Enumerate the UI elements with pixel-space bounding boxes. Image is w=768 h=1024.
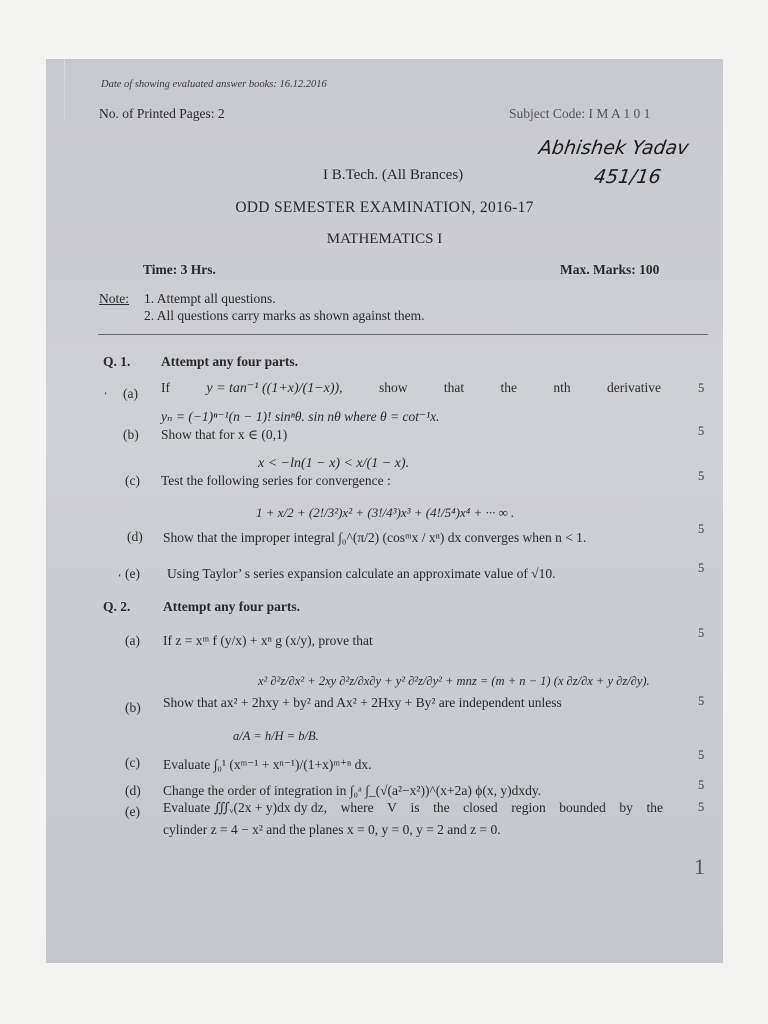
q2b-ratio: a/A = h/H = b/B. bbox=[233, 729, 319, 743]
q1c-text: Test the following series for convergence : bbox=[161, 473, 391, 488]
word: show bbox=[379, 380, 408, 395]
word: where bbox=[340, 800, 374, 815]
word: the bbox=[500, 380, 518, 395]
word: V bbox=[387, 800, 397, 815]
question-paper-sheet bbox=[46, 59, 723, 963]
course-title: I B.Tech. (All Brances) bbox=[323, 167, 464, 183]
question-number: Q. 1. bbox=[103, 354, 131, 369]
part-label: (b) bbox=[125, 700, 141, 715]
q2e-line-2: cylinder z = 4 − x² and the planes x = 0, y = 0, y = 2 and z = 0. bbox=[163, 822, 501, 837]
time-allowed: Time: 3 Hrs. bbox=[143, 262, 216, 277]
word: that bbox=[443, 380, 465, 395]
paper-fold-mark bbox=[64, 59, 65, 119]
q1d-text: Show that the improper integral ∫₀^(π/2) (cosᵐx / xⁿ) dx converges when n < 1. bbox=[163, 530, 587, 545]
q2a-text: If z = xᵐ f (y/x) + xⁿ g (x/y), prove that bbox=[163, 633, 373, 648]
margin-tick: ‘ bbox=[118, 573, 122, 584]
marks-value: 5 bbox=[698, 424, 705, 438]
question-instruction: Attempt any four parts. bbox=[161, 354, 298, 369]
word: the bbox=[646, 800, 663, 815]
q1b-inequality: x < −ln(1 − x) < x/(1 − x). bbox=[258, 456, 410, 471]
subject-code: Subject Code: I M A 1 0 1 bbox=[509, 106, 651, 121]
marks-value: 5 bbox=[698, 469, 705, 483]
math-expression: Evaluate ∭ᵥ(2x + y)dx dy dz, bbox=[163, 800, 327, 815]
q1b-text: Show that for x ∈ (0,1) bbox=[161, 427, 288, 442]
marks-value: 5 bbox=[698, 778, 705, 792]
marks-value: 5 bbox=[698, 800, 705, 814]
answer-book-date-notice: Date of showing evaluated answer books: 16.12.2016 bbox=[101, 79, 327, 90]
question-instruction: Attempt any four parts. bbox=[163, 599, 300, 614]
word: derivative bbox=[607, 380, 661, 395]
part-label: (a) bbox=[125, 633, 140, 648]
header-divider bbox=[98, 334, 708, 335]
page-number: 1 bbox=[694, 854, 705, 879]
note-label: Note: bbox=[99, 291, 129, 306]
part-label: (c) bbox=[125, 755, 140, 770]
word: If bbox=[161, 380, 170, 395]
word: nth bbox=[553, 380, 571, 395]
max-marks: Max. Marks: 100 bbox=[560, 262, 660, 277]
q1a-line-2: yₙ = (−1)ⁿ⁻¹(n − 1)! sinⁿθ. sin nθ where θ = cot⁻¹x. bbox=[161, 409, 440, 424]
note-item: 1. Attempt all questions. bbox=[144, 291, 276, 306]
handwritten-name: Abhishek Yadav bbox=[537, 137, 691, 159]
word: bounded bbox=[559, 800, 606, 815]
marks-value: 5 bbox=[698, 694, 705, 708]
word: is bbox=[410, 800, 420, 815]
part-label: (d) bbox=[127, 529, 143, 544]
word: closed bbox=[463, 800, 498, 815]
part-label: (e) bbox=[125, 566, 140, 581]
marks-value: 5 bbox=[698, 626, 705, 640]
question-number: Q. 2. bbox=[103, 599, 131, 614]
exam-title: ODD SEMESTER EXAMINATION, 2016-17 bbox=[235, 199, 534, 216]
marks-value: 5 bbox=[698, 381, 705, 395]
q2d-text: Change the order of integration in ∫₀ᵃ ∫_(√(a²−x²))^(x+2a) ϕ(x, y)dxdy. bbox=[163, 783, 542, 798]
marks-value: 5 bbox=[698, 748, 705, 762]
part-label: (e) bbox=[125, 804, 140, 819]
math-expression: y = tan⁻¹ ((1+x)/(1−x)), bbox=[206, 381, 343, 396]
marks-value: 5 bbox=[698, 561, 705, 575]
margin-tick: ‘ bbox=[104, 391, 108, 402]
printed-pages: No. of Printed Pages: 2 bbox=[99, 106, 225, 121]
part-label: (d) bbox=[125, 783, 141, 798]
part-label: (c) bbox=[125, 473, 140, 488]
q1e-text: Using Taylor’ s series expansion calculate an approximate value of √10. bbox=[167, 566, 556, 581]
q2b-text: Show that ax² + 2hxy + by² and Ax² + 2Hxy + By² are independent unless bbox=[163, 695, 562, 710]
q2c-text: Evaluate ∫₀¹ (xᵐ⁻¹ + xⁿ⁻¹)/(1+x)ᵐ⁺ⁿ dx. bbox=[163, 757, 372, 772]
q2a-equation: x² ∂²z/∂x² + 2xy ∂²z/∂x∂y + y² ∂²z/∂y² + mnz = (m + n − 1) (x ∂z/∂x + y ∂z/∂y). bbox=[258, 674, 650, 688]
handwritten-roll-number: 451/16 bbox=[592, 166, 663, 188]
note-item: 2. All questions carry marks as shown against them. bbox=[144, 308, 425, 323]
word: region bbox=[511, 800, 546, 815]
q1a-line-1 bbox=[161, 380, 661, 397]
word: the bbox=[433, 800, 450, 815]
q2e-line-1 bbox=[163, 800, 663, 816]
part-label: (a) bbox=[123, 386, 138, 401]
q1c-series: 1 + x/2 + (2!/3²)x² + (3!/4³)x³ + (4!/5⁴)x⁴ + ··· ∞ . bbox=[256, 505, 515, 520]
marks-value: 5 bbox=[698, 522, 705, 536]
part-label: (b) bbox=[123, 427, 139, 442]
word: by bbox=[619, 800, 633, 815]
subject-title: MATHEMATICS I bbox=[326, 231, 443, 247]
